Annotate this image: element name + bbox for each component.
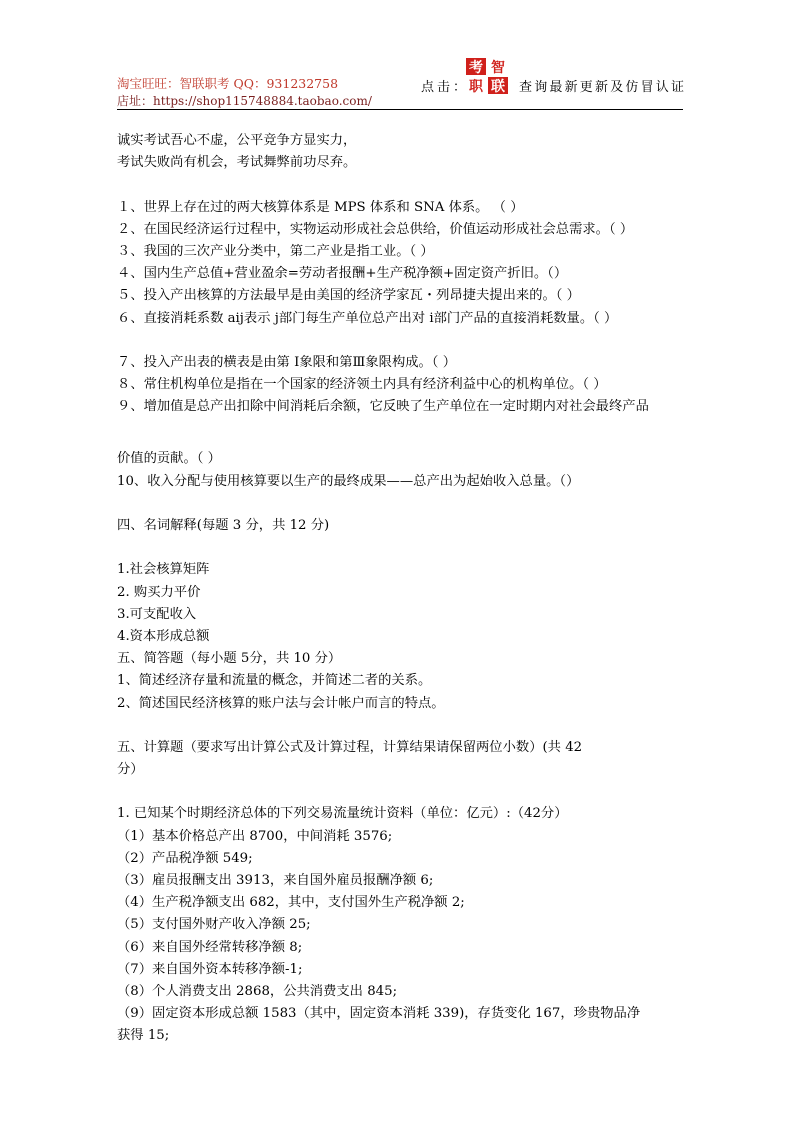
short-answer-item: 1、简述经济存量和流量的概念，并简述二者的关系。 <box>117 673 432 689</box>
calculation-data-items <box>117 826 689 1048</box>
definition-item: 2. 购买力平价 <box>117 584 201 600</box>
judgment-item: ２、在国民经济运行过程中，实物运动形成社会总供给，价值运动形成社会总需求。（ ） <box>117 221 634 237</box>
section-title-calculation-cont: 分） <box>117 762 144 778</box>
section-title-definitions: 四、名词解释(每题 3 分，共 12 分) <box>117 518 330 533</box>
verify-link[interactable]: 查询最新更新及仿冒认证 <box>519 80 687 95</box>
zhilian-logo-icon[interactable] <box>466 58 508 94</box>
shop-link[interactable]: 店址：https://shop115748884.taobao.com/ <box>117 94 372 108</box>
calculation-data-item: （8）个人消费支出 2868，公共消费支出 845; <box>117 983 398 999</box>
section-title-calculation: 五、计算题（要求写出计算公式及计算过程，计算结果请保留两位小数）(共 42 <box>117 739 583 755</box>
judgment-item: １、世界上存在过的两大核算体系是 MPS 体系和 SNA 体系。 （ ） <box>117 199 524 215</box>
short-answer-item: 2、简述国民经济核算的账户法与会计帐户而言的特点。 <box>117 695 445 711</box>
definition-item: 3.可支配收入 <box>117 606 197 622</box>
motto-line: 诚实考试吾心不虚，公平竞争方显实力， <box>117 133 357 148</box>
definition-item: 1.社会核算矩阵 <box>117 562 210 578</box>
logo-char: 考 <box>469 60 483 76</box>
judgment-item: 价值的贡献。（ ） <box>117 451 221 467</box>
judgment-questions-part2 <box>117 352 689 419</box>
judgment-questions-part1 <box>117 197 689 330</box>
logo-char: 智 <box>491 60 505 76</box>
header-divider <box>117 109 683 110</box>
judgment-questions-part3 <box>117 448 689 492</box>
exam-motto <box>117 130 689 174</box>
calculation-data-item: （1）基本价格总产出 8700，中间消耗 3576; <box>117 828 393 844</box>
judgment-item: ９、增加值是总产出扣除中间消耗后余额，它反映了生产单位在一定时期内对社会最终产品 <box>117 399 649 415</box>
document-body <box>117 130 689 1048</box>
logo-char: 联 <box>491 79 505 94</box>
judgment-item: ３、我国的三次产业分类中，第二产业是指工业。（ ） <box>117 243 434 259</box>
definition-item: 4.资本形成总额 <box>117 628 210 644</box>
calculation-data-item: （7）来自国外资本转移净额-1; <box>117 961 303 977</box>
judgment-item: ７、投入产出表的横表是由第 Ⅰ象限和第Ⅲ象限构成。（ ） <box>117 354 457 370</box>
section-title-short-answer: 五、简答题（每小题 5分，共 10 分） <box>117 651 342 667</box>
calculation-data-item: 获得 15; <box>117 1028 170 1044</box>
logo-char: 职 <box>469 79 483 94</box>
short-answer-items <box>117 670 689 714</box>
judgment-item: ６、直接消耗系数 aij表示 j部门每生产单位总产出对 i部门产品的直接消耗数量。（ ） <box>117 310 618 326</box>
judgment-item: 10、收入分配与使用核算要以生产的最终成果——总产出为起始收入总量。（） <box>117 473 580 489</box>
judgment-item: ５、投入产出核算的方法最早是由美国的经济学家瓦・列昂捷夫提出来的。（ ） <box>117 288 580 304</box>
calculation-data-item: （6）来自国外经常转移净额 8; <box>117 939 303 955</box>
shop-contact: 淘宝旺旺：智联职考 QQ：931232758 <box>117 76 339 91</box>
definition-items <box>117 559 689 648</box>
motto-line: 考试失败尚有机会，考试舞弊前功尽弃。 <box>117 155 357 171</box>
calculation-data-item: （4）生产税净额支出 682，其中，支付国外生产税净额 2; <box>117 895 465 911</box>
calculation-data-item: （2）产品税净额 549; <box>117 850 253 866</box>
calculation-data-item: （9）固定资本形成总额 1583（其中，固定资本消耗 339)，存货变化 167，珍贵物品净 <box>117 1006 641 1022</box>
calculation-question: 1. 已知某个时期经济总体的下列交易流量统计资料（单位：亿元）:（42分） <box>117 806 568 822</box>
calculation-data-item: （5）支付国外财产收入净额 25; <box>117 917 311 933</box>
judgment-item: ４、国内生产总值+营业盈余=劳动者报酬+生产税净额+固定资产折旧。（） <box>117 266 568 282</box>
calculation-data-item: （3）雇员报酬支出 3913，来自国外雇员报酬净额 6; <box>117 873 434 888</box>
page-header <box>117 58 687 110</box>
judgment-item: ８、常住机构单位是指在一个国家的经济领土内具有经济利益中心的机构单位。（ ） <box>117 377 607 393</box>
click-label: 点击： <box>421 80 470 95</box>
